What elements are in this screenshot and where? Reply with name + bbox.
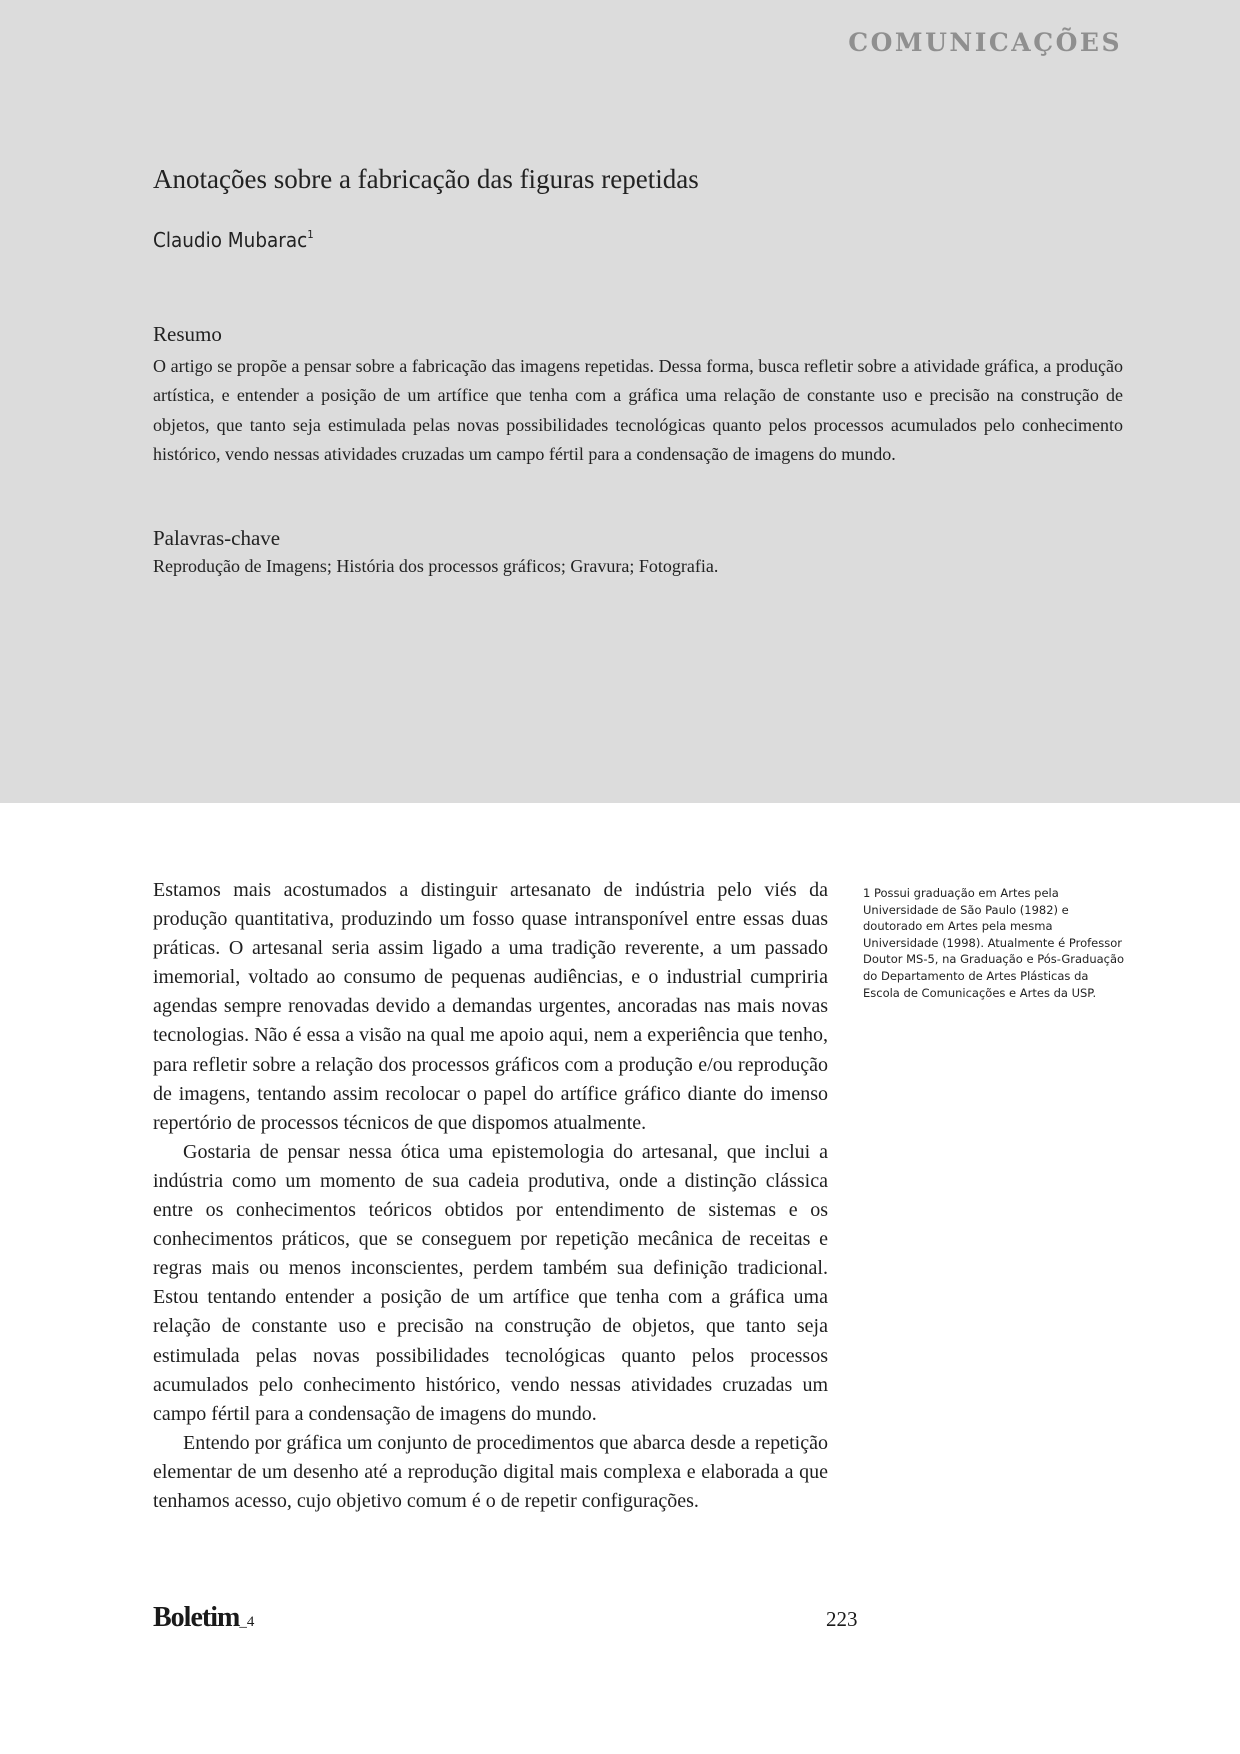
body-paragraph: Estamos mais acostumados a distinguir artesanato de indústria pelo viés da produção quantitativa, produzindo um fosso quase intransponível entre essas duas práticas. O artesanal seria assim ligado a uma tradição reverente, a um passado imemorial, voltado ao consumo de pequenas audiências, e o industrial cumpriria agendas sempre renovadas devido a demandas urgentes, ancoradas nas mais novas tecnologias. Não é essa a visão na qual me apoio aqui, nem a experiência que tenho, para refletir sobre a relação dos processos gráficos com a produção e/ou reprodução de imagens, tentando assim recolocar o papel do artífice gráfico diante do imenso repertório de processos técnicos de que dispomos atualmente. (153, 879, 828, 1134)
footnote-marker[interactable]: 1 (307, 228, 314, 241)
footnote: 1 Possui graduação em Artes pela Universidade de São Paulo (1982) e doutorado em Artes pela mesma Universidade (1998). Atualmente é Professor Doutor MS-5, na Graduação e Pós-Graduação do Departamento de Artes Plásticas da Escola de Comunicações e Artes da USP. (863, 886, 1125, 1000)
author-line (153, 228, 314, 252)
article-title: Anotações sobre a fabricação das figuras repetidas (153, 164, 699, 194)
section-label: COMUNICAÇÕES (848, 28, 1122, 57)
body-paragraph: Gostaria de pensar nessa ótica uma epistemologia do artesanal, que inclui a indústria como um momento de sua cadeia produtiva, onde a distinção clássica entre os conhecimentos teóricos obtidos por entendimento de sistemas e os conhecimentos práticos, que se conseguem por repetição mecânica de receitas e regras mais ou menos inconscientes, perdem também sua definição tradicional. Estou tentando entender a posição de um artífice que tenha com a gráfica uma relação de constante uso e precisão na construção de objetos, que tanto seja estimulada pelas novas possibilidades tecnológicas quanto pelos processos acumulados pelo conhecimento histórico, vendo nessas atividades cruzadas um campo fértil para a condensação de imagens do mundo. (153, 1140, 828, 1425)
abstract-heading: Resumo (153, 322, 222, 346)
keywords-heading: Palavras-chave (153, 526, 281, 550)
journal-logo (153, 1602, 254, 1634)
page-number: 223 (826, 1607, 858, 1631)
body-text-column (153, 876, 828, 1516)
keywords-text: Reprodução de Imagens; História dos processos gráficos; Gravura; Fotografia. (153, 556, 719, 576)
body-paragraph: Entendo por gráfica um conjunto de procedimentos que abarca desde a repetição elementar de um desenho até a reprodução digital mais complexa e elaborada a que tenhamos acesso, cujo objetivo comum é o de repetir configurações. (153, 1431, 828, 1512)
journal-issue: _4 (239, 1614, 255, 1630)
journal-name: Boletim (153, 1602, 240, 1633)
author-name: Claudio Mubarac (153, 228, 308, 252)
abstract-band (0, 0, 1240, 803)
abstract-text: O artigo se propõe a pensar sobre a fabricação das imagens repetidas. Dessa forma, busca refletir sobre a atividade gráfica, a produção artística, e entender a posição de um artífice que tenha com a gráfica uma relação de constante uso e precisão na construção de objetos, que tanto seja estimulada pelas novas possibilidades tecnológicas quanto pelos processos acumulados pelo conhecimento histórico, vendo nessas atividades cruzadas um campo fértil para a condensação de imagens do mundo. (153, 356, 1123, 464)
